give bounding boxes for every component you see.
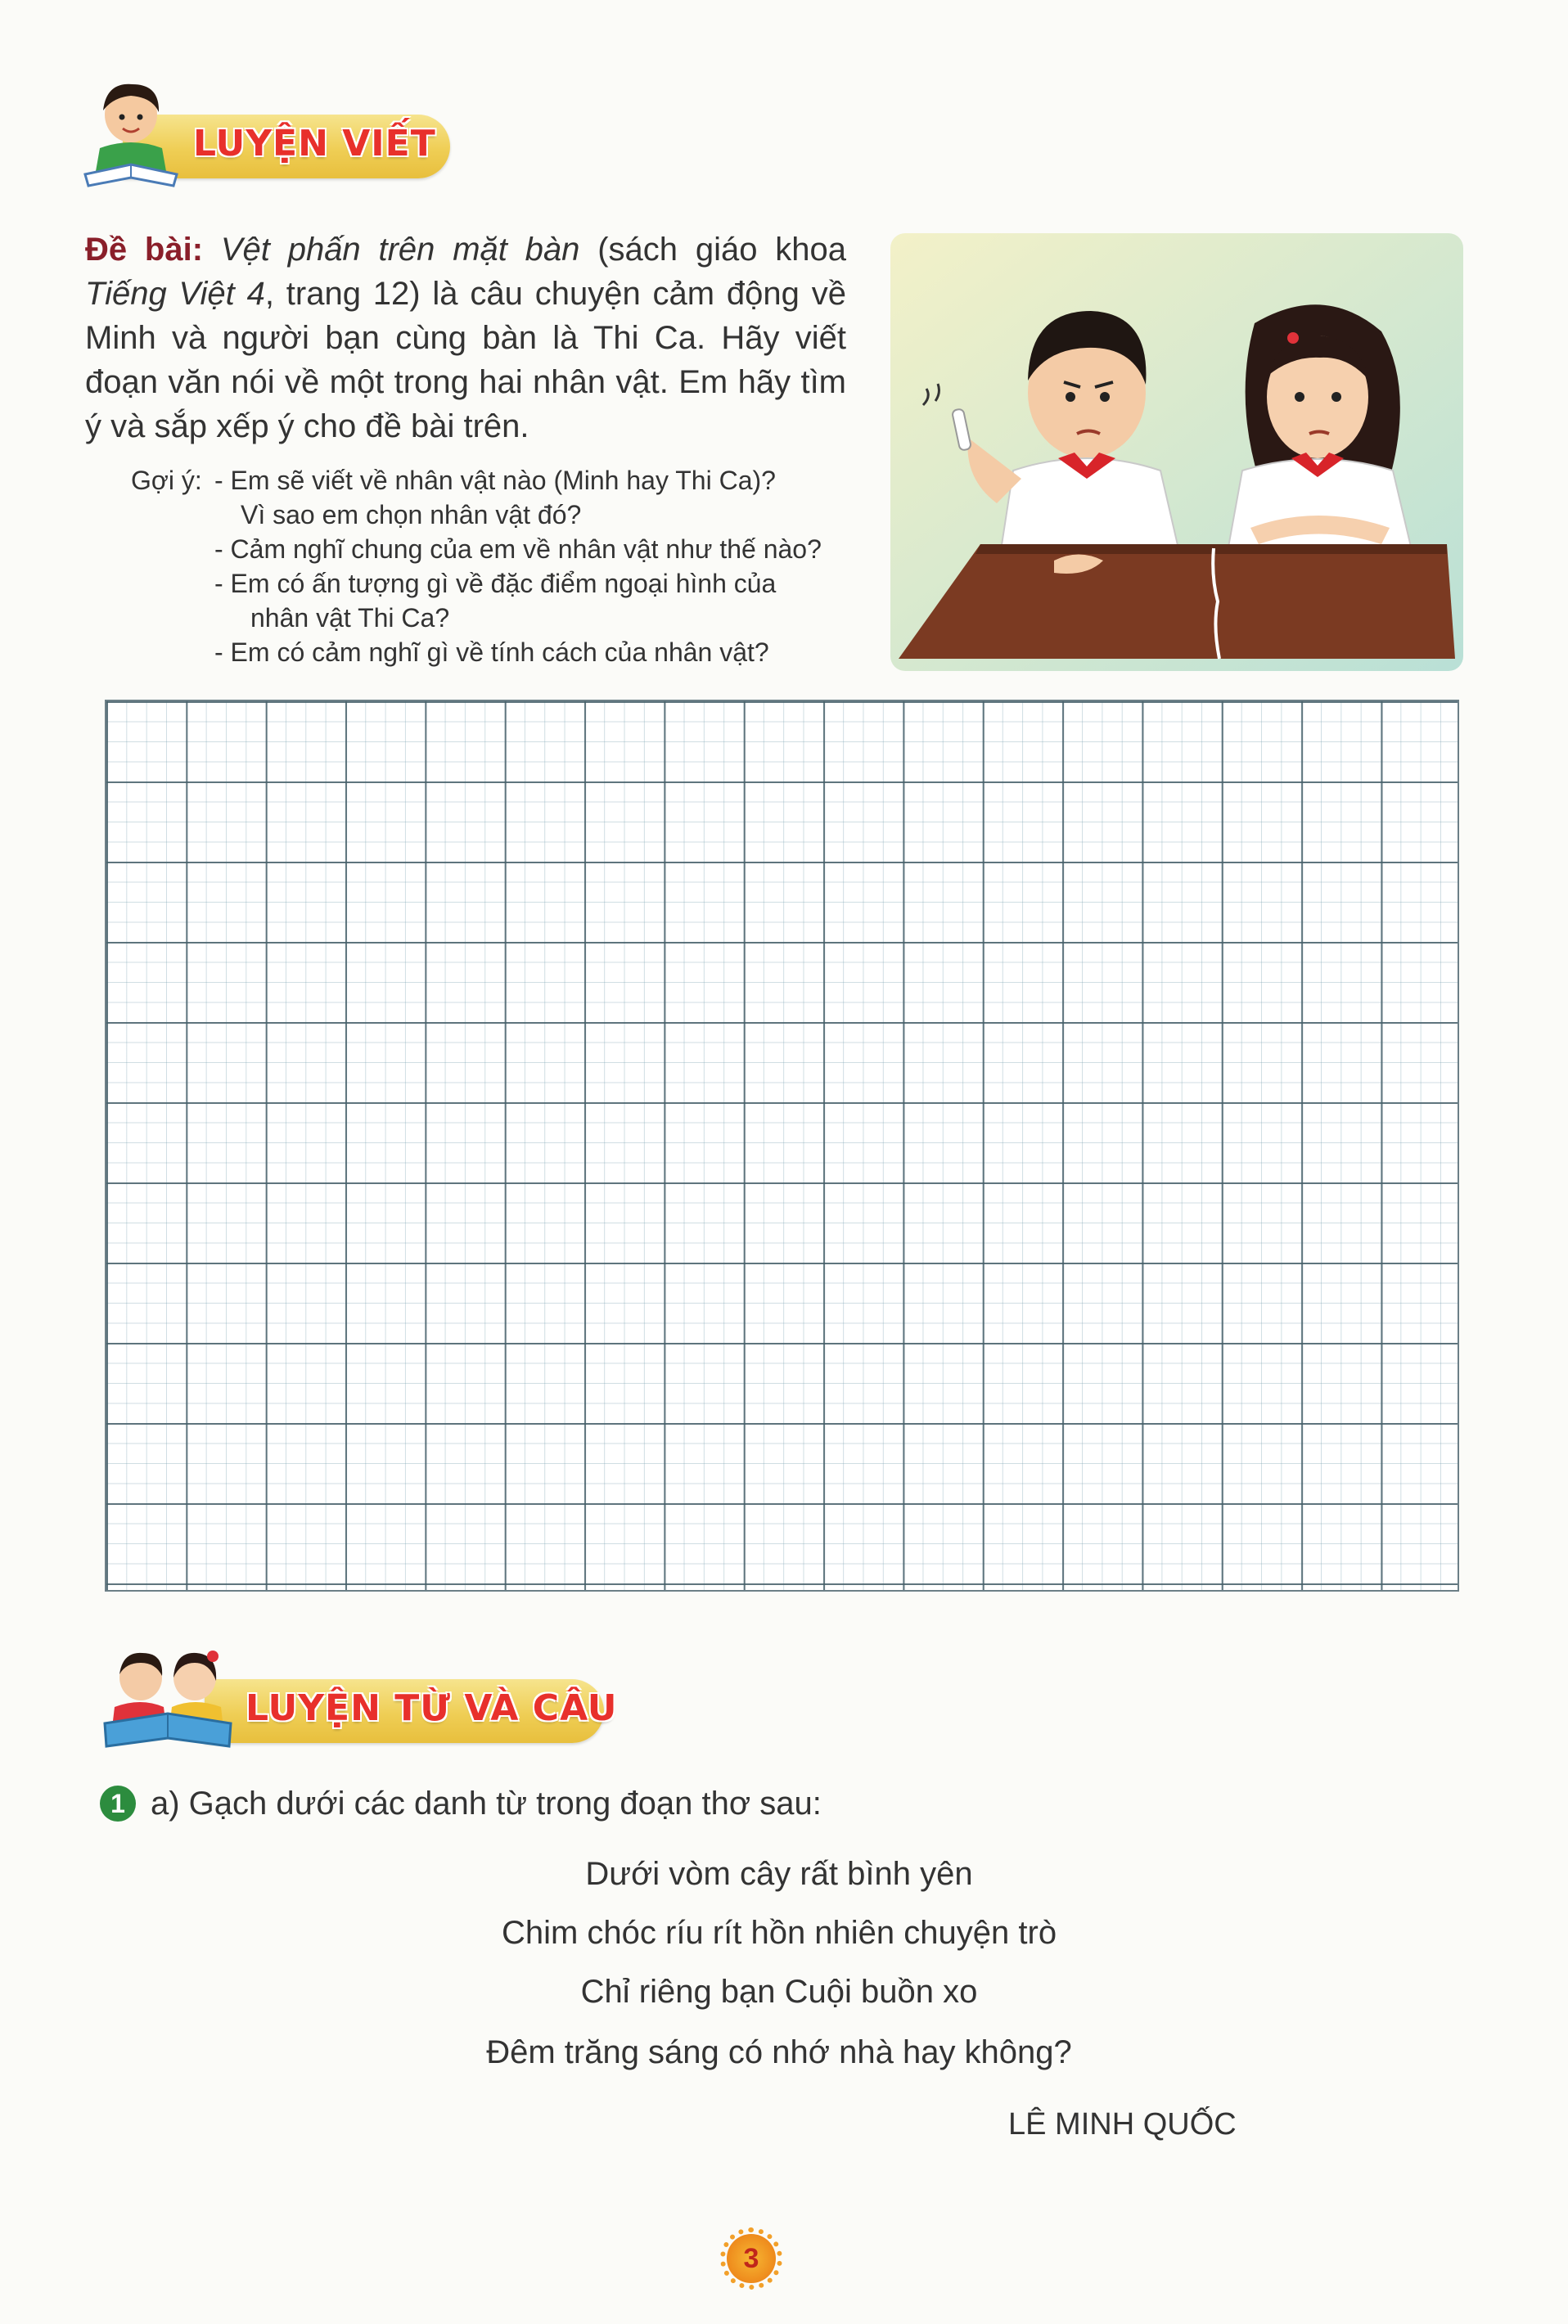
poem-line-1: Dưới vòm cây rất bình yên bbox=[585, 1856, 973, 1892]
poem-author: LÊ MINH QUỐC bbox=[1008, 2107, 1237, 2142]
page-number: 3 bbox=[727, 2234, 776, 2283]
boy-reading-icon bbox=[82, 78, 180, 192]
writing-prompt bbox=[85, 227, 846, 448]
hint-line-1: - Em sẽ viết về nhân vật nào (Minh hay Thi Ca)? bbox=[214, 466, 776, 495]
hint-line-3: - Cảm nghĩ chung của em về nhân vật như thế nào? bbox=[214, 534, 822, 564]
poem-line-3: Chỉ riêng bạn Cuội buồn xo bbox=[580, 1974, 978, 2010]
kids-with-book-icon bbox=[98, 1645, 237, 1751]
hint-line-4: - Em có ấn tượng gì về đặc điểm ngoại hình của bbox=[214, 569, 777, 598]
hint-line-2: Vì sao em chọn nhân vật đó? bbox=[241, 500, 582, 529]
students-illustration bbox=[890, 233, 1463, 671]
exercise-number: 1 bbox=[100, 1786, 136, 1822]
prompt-part1: (sách giáo khoa bbox=[597, 232, 847, 268]
vocab-section-title: LUYỆN TỪ VÀ CÂU bbox=[246, 1687, 618, 1729]
book-title: Tiếng Việt 4 bbox=[85, 276, 265, 312]
poem-line-4: Đêm trăng sáng có nhớ nhà hay không? bbox=[486, 2034, 1072, 2070]
prompt-part2: , trang 12) là câu chuyện cảm động về Minh và người bạn cùng bàn là Thi Ca. Hãy viết đoạn văn nói về một trong hai nhân vật. Em hãy tìm ý và sắp xếp ý cho đề bài trên. bbox=[85, 276, 846, 444]
prompt-label: Đề bài: bbox=[85, 232, 204, 268]
writing-grid[interactable] bbox=[105, 700, 1459, 1592]
exercise-instruction: a) Gạch dưới các danh từ trong đoạn thơ sau: bbox=[151, 1786, 822, 1822]
hints-label: Gợi ý: bbox=[131, 466, 202, 495]
story-title: Vệt phấn trên mặt bàn bbox=[220, 232, 580, 268]
poem-line-2: Chim chóc ríu rít hồn nhiên chuyện trò bbox=[501, 1915, 1057, 1951]
hint-line-5: nhân vật Thi Ca? bbox=[250, 603, 450, 633]
writing-section-title: LUYỆN VIẾT bbox=[193, 123, 436, 164]
girl-figure bbox=[1226, 304, 1414, 561]
hint-line-6: - Em có cảm nghĩ gì về tính cách của nhân vật? bbox=[214, 637, 769, 667]
